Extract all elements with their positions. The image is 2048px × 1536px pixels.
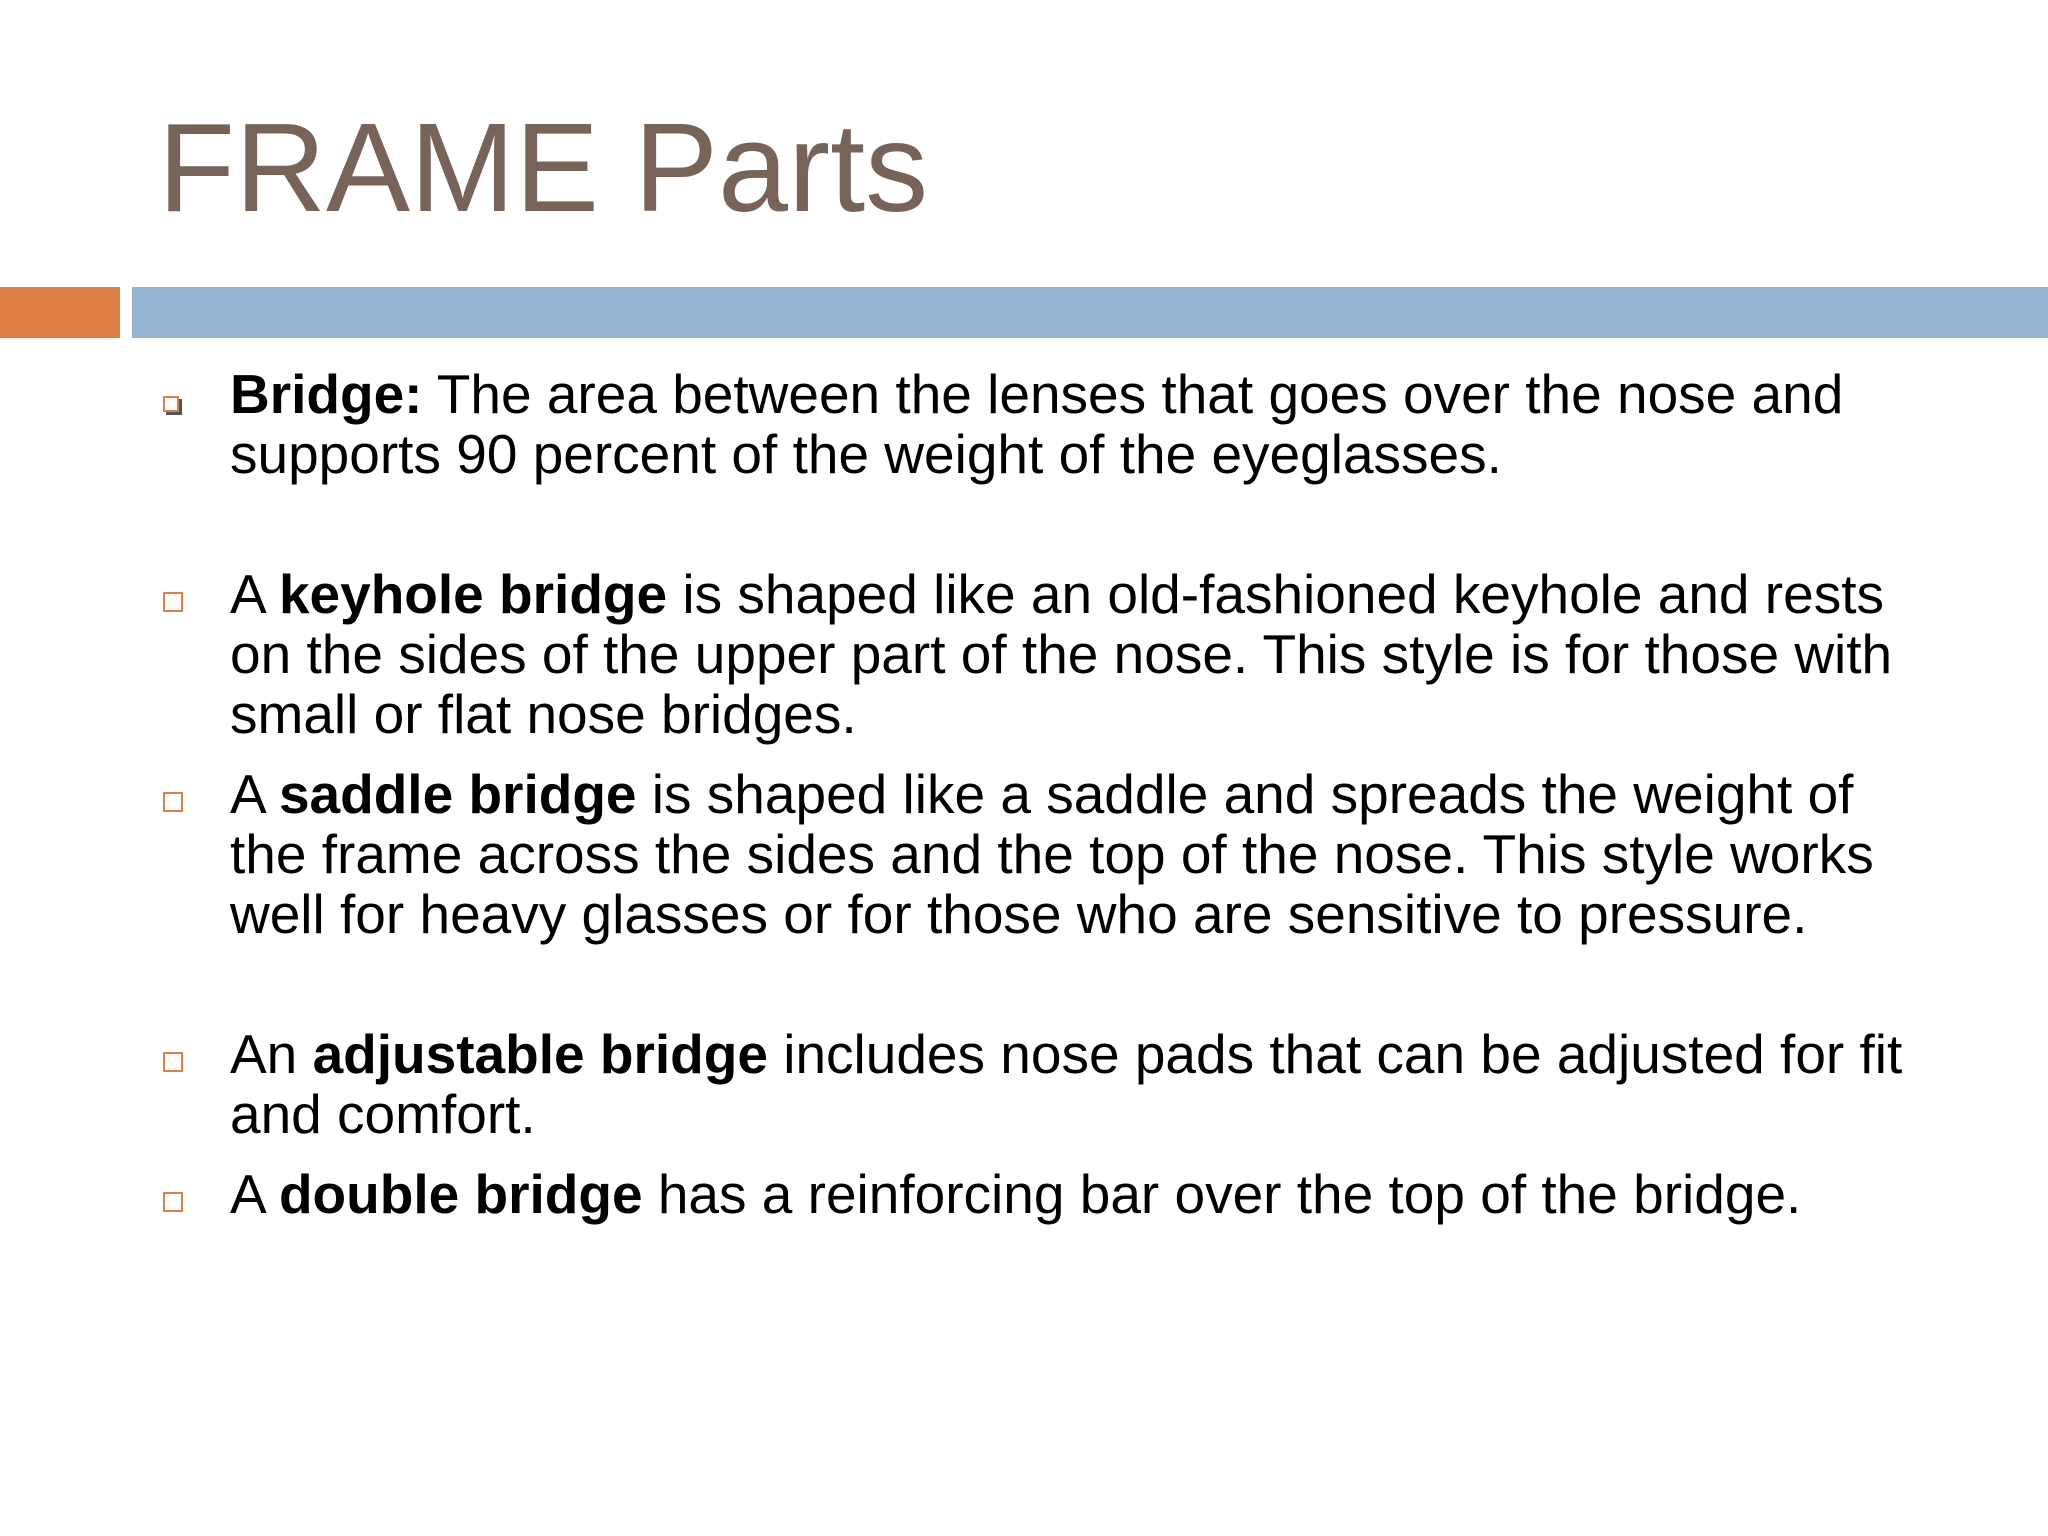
- bullet-description: is shaped like a saddle and spreads the weight of the frame across the sides and the top of the nose. This style works well for heavy glasses or for those who are sensitive to pressure.: [230, 763, 1874, 945]
- bullet-paragraph-double-bridge: [230, 1164, 1930, 1224]
- bullet-description: is shaped like an old-fashioned keyhole and rests on the sides of the upper part of the nose. This style is for those with small or flat nose bridges.: [230, 563, 1893, 745]
- bullet-description: has a reinforcing bar over the top of the bridge.: [642, 1163, 1802, 1225]
- bullet-term: Bridge:: [230, 363, 423, 425]
- bullet-description: includes nose pads that can be adjusted for fit and comfort.: [230, 1023, 1903, 1145]
- bullet-text-double-bridge: [230, 1164, 1930, 1224]
- bullet-text-saddle-bridge: [230, 764, 1930, 944]
- square-bullet-icon: [163, 1052, 183, 1072]
- bullet-paragraph-keyhole-bridge: [230, 564, 1930, 744]
- accent-bar-orange: [0, 287, 120, 338]
- bullet-paragraph-adjustable-bridge: [230, 1024, 1930, 1144]
- bullet-prefix: A: [230, 563, 279, 625]
- accent-bar-blue: [132, 287, 2048, 338]
- bullet-term: adjustable bridge: [312, 1023, 768, 1085]
- square-bullet-icon: [163, 1192, 183, 1212]
- bullet-text-adjustable-bridge: [230, 1024, 1930, 1144]
- bullet-prefix: A: [230, 1163, 279, 1225]
- bullet-text-keyhole-bridge: [230, 564, 1930, 744]
- bullet-term: double bridge: [278, 1163, 643, 1225]
- slide-title: FRAME Parts: [158, 97, 929, 238]
- bullet-paragraph-bridge: [230, 364, 1930, 484]
- bullet-description: The area between the lenses that goes over the nose and supports 90 percent of the weight of the eyeglasses.: [230, 363, 1844, 485]
- shadowed-square-bullet-icon: [163, 396, 179, 412]
- bullet-term: keyhole bridge: [278, 563, 668, 625]
- bullet-prefix: An: [230, 1023, 313, 1085]
- bullet-paragraph-saddle-bridge: [230, 764, 1930, 944]
- bullet-prefix: A: [230, 763, 279, 825]
- bullet-term: saddle bridge: [278, 763, 637, 825]
- bullet-text-bridge: [230, 364, 1930, 484]
- square-bullet-icon: [163, 792, 183, 812]
- square-bullet-icon: [163, 592, 183, 612]
